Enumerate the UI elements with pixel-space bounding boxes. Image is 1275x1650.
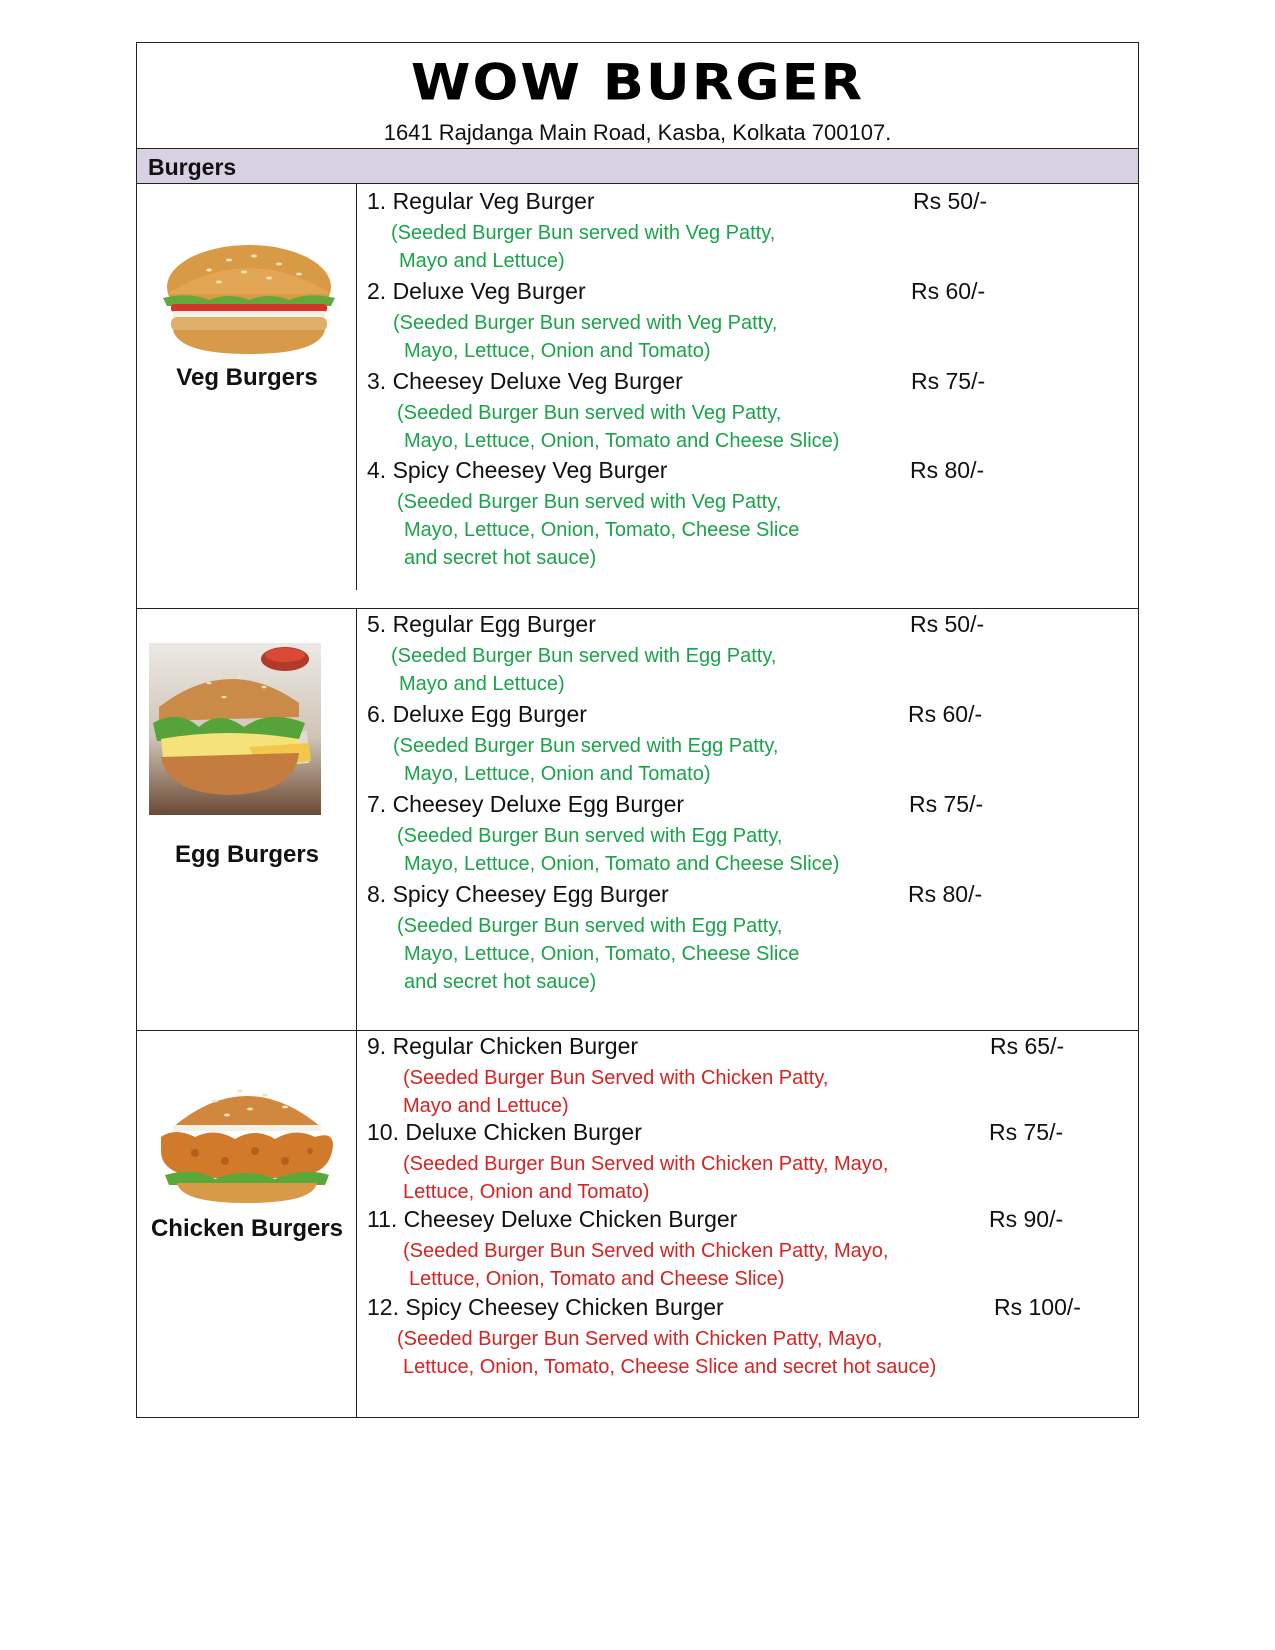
- item-price: Rs 90/-: [989, 1206, 1064, 1232]
- item-description: (Seeded Burger Bun served with Egg Patty, Mayo and Lettuce): [391, 645, 777, 695]
- item-name: 6. Deluxe Egg Burger: [367, 701, 587, 727]
- restaurant-title: WOW BURGER: [410, 53, 865, 112]
- category-egg: [137, 608, 1138, 1030]
- item-description: (Seeded Burger Bun served with Veg Patty, Mayo, Lettuce, Onion, Tomato and Cheese Slice): [397, 402, 840, 452]
- item-description: (Seeded Burger Bun Served with Chicken Patty, Mayo, Lettuce, Onion, Tomato, Cheese Slice and secret hot sauce): [397, 1328, 937, 1378]
- item-price: Rs 75/-: [909, 791, 984, 817]
- category-veg-panel: [137, 184, 357, 590]
- item-name: 9. Regular Chicken Burger: [367, 1033, 639, 1059]
- item-name: 12. Spicy Cheesey Chicken Burger: [367, 1294, 724, 1320]
- item-description: (Seeded Burger Bun served with Veg Patty, Mayo, Lettuce, Onion and Tomato): [393, 312, 778, 362]
- item-price: Rs 75/-: [911, 368, 986, 394]
- item-description: (Seeded Burger Bun served with Veg Patty, Mayo and Lettuce): [391, 222, 776, 272]
- item-name: 5. Regular Egg Burger: [367, 611, 596, 637]
- restaurant-address: 1641 Rajdanga Main Road, Kasba, Kolkata 700107.: [383, 120, 892, 145]
- egg-burger-image: [149, 643, 321, 815]
- category-label-chicken: Chicken Burgers: [150, 1215, 344, 1242]
- item-price: Rs 50/-: [910, 611, 985, 637]
- item-description: (Seeded Burger Bun served with Egg Patty, Mayo, Lettuce, Onion, Tomato, Cheese Slice and secret hot sauce): [397, 915, 800, 993]
- item-description: (Seeded Burger Bun Served with Chicken Patty, Mayo, Lettuce, Onion and Tomato): [403, 1153, 889, 1203]
- category-veg: [137, 184, 1138, 590]
- item-name: 2. Deluxe Veg Burger: [367, 278, 586, 304]
- section-title: Burgers: [148, 154, 237, 180]
- item-description: (Seeded Burger Bun Served with Chicken Patty, Mayo, Lettuce, Onion, Tomato and Cheese Slice): [403, 1240, 889, 1290]
- item-name: 4. Spicy Cheesey Veg Burger: [367, 457, 668, 483]
- item-price: Rs 50/-: [913, 188, 988, 214]
- item-price: Rs 75/-: [989, 1119, 1064, 1145]
- section-header-burgers: [137, 148, 1138, 184]
- chicken-burger-image: [155, 1071, 339, 1207]
- item-name: 11. Cheesey Deluxe Chicken Burger: [367, 1206, 738, 1232]
- category-label-egg: Egg Burgers: [174, 841, 320, 868]
- menu-card: [136, 42, 1139, 1418]
- item-price: Rs 60/-: [908, 701, 983, 727]
- item-name: 3. Cheesey Deluxe Veg Burger: [367, 368, 683, 394]
- category-chicken: [137, 1030, 1138, 1417]
- category-chicken-panel: [137, 1031, 357, 1417]
- item-description: (Seeded Burger Bun served with Egg Patty, Mayo, Lettuce, Onion, Tomato and Cheese Slice): [397, 825, 840, 875]
- item-price: Rs 80/-: [908, 881, 983, 907]
- item-price: Rs 65/-: [990, 1033, 1065, 1059]
- category-egg-panel: [137, 609, 357, 1030]
- item-name: 7. Cheesey Deluxe Egg Burger: [367, 791, 685, 817]
- item-name: 8. Spicy Cheesey Egg Burger: [367, 881, 669, 907]
- item-name: 1. Regular Veg Burger: [367, 188, 595, 214]
- category-label-veg: Veg Burgers: [176, 364, 318, 391]
- item-description: (Seeded Burger Bun served with Veg Patty, Mayo, Lettuce, Onion, Tomato, Cheese Slice and secret hot sauce): [397, 491, 800, 569]
- item-name: 10. Deluxe Chicken Burger: [367, 1119, 642, 1145]
- item-price: Rs 60/-: [911, 278, 986, 304]
- item-price: Rs 80/-: [910, 457, 985, 483]
- menu-header: [137, 43, 1138, 148]
- item-description: (Seeded Burger Bun served with Egg Patty, Mayo, Lettuce, Onion and Tomato): [393, 735, 779, 785]
- item-description: (Seeded Burger Bun Served with Chicken Patty, Mayo and Lettuce): [403, 1067, 829, 1117]
- veg-burger-image: [159, 242, 339, 357]
- item-price: Rs 100/-: [994, 1294, 1081, 1320]
